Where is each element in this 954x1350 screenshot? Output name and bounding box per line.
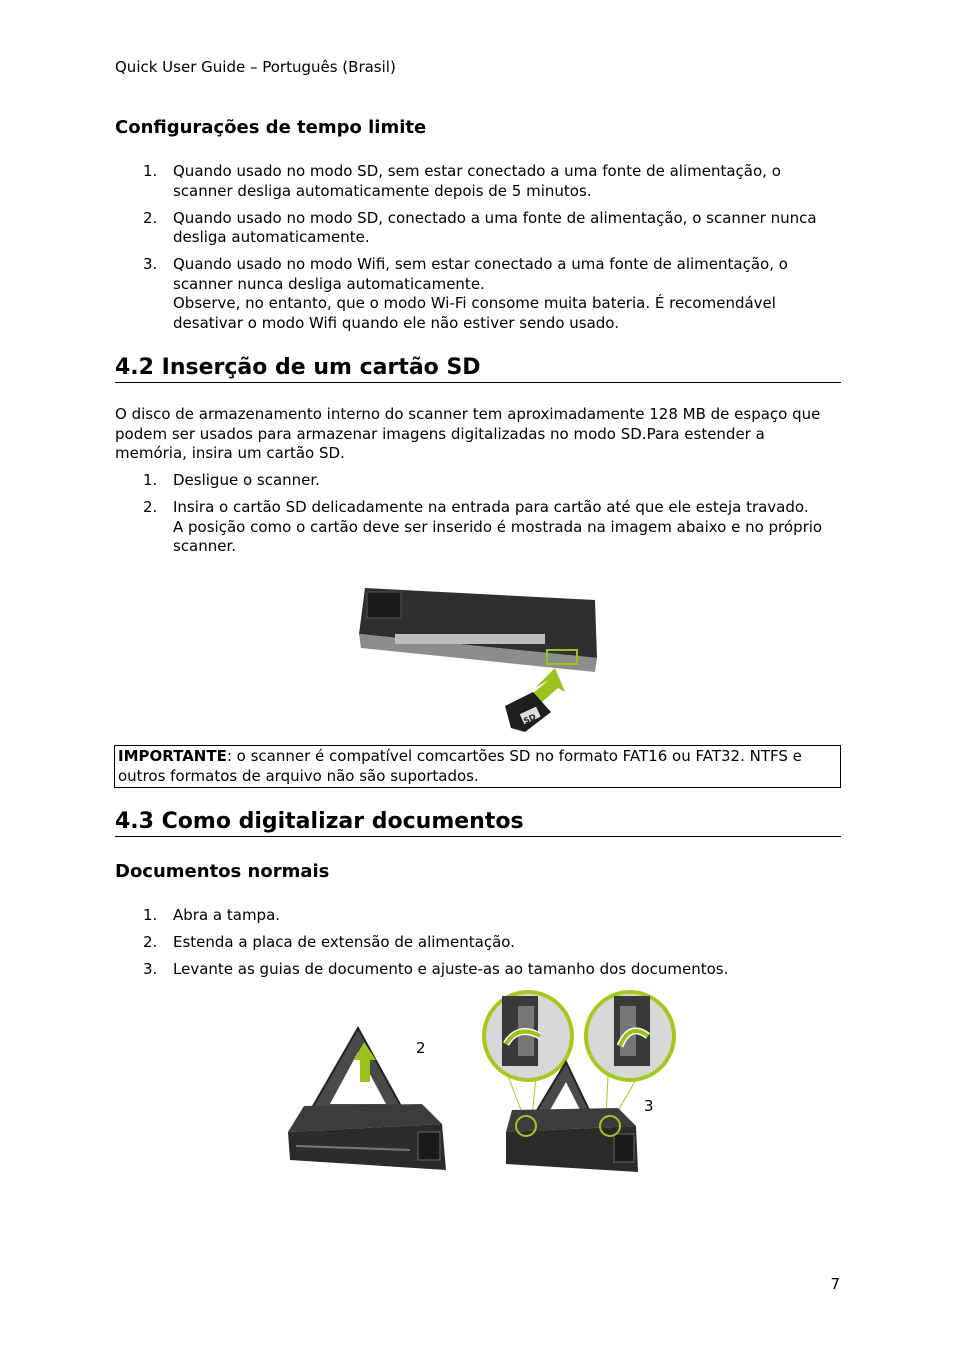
list-item <box>115 209 841 248</box>
extension-plate-figure <box>282 1020 452 1180</box>
list-number: 1. <box>143 471 158 489</box>
list-text: Desligue o scanner. <box>173 471 320 489</box>
list-item <box>115 933 841 953</box>
timeout-list <box>115 162 841 341</box>
list-text-note: A posição como o cartão deve ser inserido é mostrada na imagem abaixo e no próprio scanner. <box>173 517 823 555</box>
left-guide-callout <box>484 992 572 1080</box>
important-note <box>114 745 841 788</box>
list-item <box>115 471 841 491</box>
scan-steps-list <box>115 906 841 987</box>
list-text: Quando usado no modo SD, sem estar conectado a uma fonte de alimentação, o scanner desliga automaticamente depois de 5 minutos. <box>173 162 781 200</box>
list-text: Estenda a placa de extensão de alimentação. <box>173 933 515 951</box>
page-header: Quick User Guide – Português (Brasil) <box>115 58 396 76</box>
list-number: 2. <box>143 208 158 227</box>
page-number: 7 <box>830 1275 840 1293</box>
list-number: 3. <box>143 255 158 273</box>
list-number: 1. <box>143 162 158 180</box>
list-text: Quando usado no modo Wifi, sem estar conectado a uma fonte de alimentação, o scanner nunca desliga automaticamente. <box>173 255 788 293</box>
list-number: 3. <box>143 960 158 978</box>
section-4-3-heading: 4.3 Como digitalizar documentos <box>115 809 841 837</box>
list-text: Abra a tampa. <box>173 906 281 924</box>
document-guides-figure <box>480 988 680 1180</box>
list-number: 2. <box>143 498 158 516</box>
sd-insertion-figure <box>355 580 605 740</box>
section-4-2-heading: 4.2 Inserção de um cartão SD <box>115 355 841 383</box>
timeout-heading: Configurações de tempo limite <box>115 117 427 138</box>
list-number: 1. <box>143 906 158 924</box>
list-item <box>115 255 841 333</box>
list-item <box>115 498 841 557</box>
sd-steps-list <box>115 471 841 564</box>
figure-label-2: 2 <box>416 1039 426 1057</box>
list-item <box>115 960 841 980</box>
section-4-2-intro: O disco de armazenamento interno do scanner tem aproximadamente 128 MB de espaço que podem ser usados para armazenar imagens digitalizadas no modo SD.Para estender a memória, insira um cartão SD. <box>115 405 821 462</box>
list-text: Quando usado no modo SD, conectado a uma fonte de alimentação, o scanner nunca desliga automaticamente. <box>173 208 817 246</box>
important-label: IMPORTANTE <box>118 747 227 765</box>
right-guide-callout <box>586 992 674 1080</box>
list-text-note: Observe, no entanto, que o modo Wi-Fi consome muita bateria. É recomendável desativar o modo Wifi quando ele não estiver sendo usado. <box>173 294 776 332</box>
list-item <box>115 162 841 201</box>
list-text: Levante as guias de documento e ajuste-as ao tamanho dos documentos. <box>173 960 729 978</box>
list-item <box>115 906 841 926</box>
documentos-normais-heading: Documentos normais <box>115 861 330 882</box>
list-number: 2. <box>143 933 158 951</box>
sd-card-label: SD <box>522 712 538 726</box>
important-text: : o scanner é compatível comcartões SD no formato FAT16 ou FAT32. NTFS e outros formatos de arquivo não são suportados. <box>118 747 802 785</box>
figure-label-3: 3 <box>644 1097 654 1115</box>
list-text: Insira o cartão SD delicadamente na entrada para cartão até que ele esteja travado. <box>173 498 809 516</box>
